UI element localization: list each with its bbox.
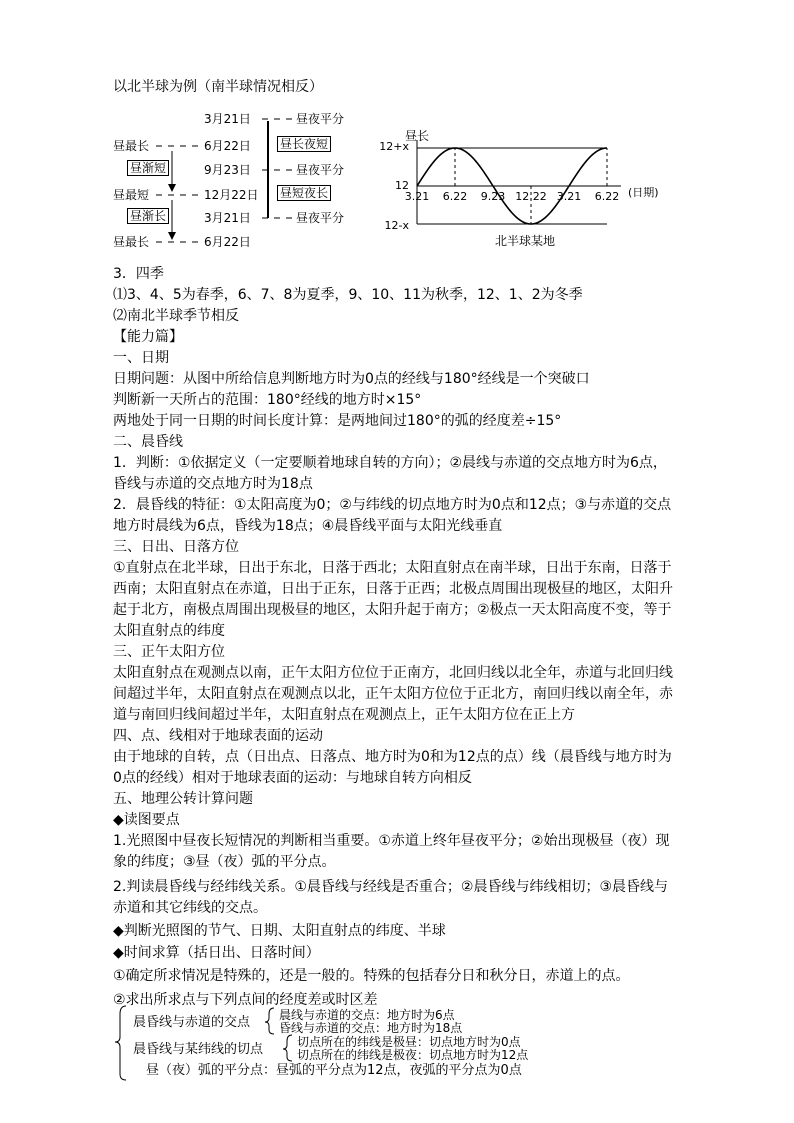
text-line: 太阳直射点在观测点以南，正午太阳方位位于正南方，北回归线以北全年，赤道与北回归线 — [113, 665, 673, 681]
text-line: 间超过半年，太阳直射点在观测点以北，正午太阳方位位于正北方，南回归线以南全年，赤 — [113, 686, 673, 702]
y-tick-label: 12-x — [384, 219, 409, 232]
latitude-item: 切点所在的纬线是极夜：切点地方时为12点 — [297, 1048, 529, 1062]
equator-item: 晨线与赤道的交点：地方时为6点 — [279, 1008, 455, 1022]
row-date: 3月21日 — [204, 211, 251, 225]
text-line: 西南；太阳直射点在赤道，日出于正东，日落于正西；北极点周围出现极昼的地区，太阳升 — [113, 581, 673, 597]
right-brace-icon — [265, 1008, 274, 1034]
text-line: 日期问题：从图中所给信息判断地方时为0点的经线与180°经线是一个突破口 — [113, 371, 590, 387]
equator-intersection-label: 晨昏线与赤道的交点 — [133, 1015, 251, 1030]
text-line: 地方时晨线为6点，昏线为18点；④晨昏线平面与太阳光线垂直 — [113, 518, 503, 534]
row-date: 6月22日 — [204, 235, 251, 249]
section-heading: 四、点、线相对于地球表面的运动 — [113, 728, 323, 744]
section-heading: 三、日出、日落方位 — [113, 539, 239, 555]
row-date: 3月21日 — [204, 112, 251, 126]
section-heading: 五、地理公转计算问题 — [113, 791, 253, 807]
box-long-day-short-night: 昼长夜短 — [277, 136, 331, 152]
text-line: 0点的经线）相对于地球表面的运动：与地球自转方向相反 — [113, 770, 472, 786]
row-label-shortest: 昼最短 — [113, 188, 150, 202]
latitude-tangent-label: 晨昏线与某纬线的切点 — [133, 1042, 264, 1057]
text-line: 象的纬度；③昼（夜）弧的平分点。 — [113, 854, 336, 870]
row-date: 9月23日 — [204, 163, 251, 177]
row-event: 昼夜平分 — [296, 211, 345, 225]
box-day-shortening: 昼渐短 — [127, 160, 169, 176]
row-event: 昼夜平分 — [296, 163, 345, 177]
section-heading: 三、正午太阳方位 — [113, 644, 225, 660]
box-day-lengthening: 昼渐长 — [127, 208, 169, 224]
chart-caption: 北半球某地 — [494, 234, 556, 248]
text-line: 赤道和其它纬线的交点。 — [113, 900, 267, 916]
brace-lines — [110, 1004, 310, 1084]
x-tick-label: 3.21 — [404, 190, 430, 203]
bullet-heading: ◆判断光照图的节气、日期、太阳直射点的纬度、半球 — [113, 923, 446, 939]
text-line: 1.光照图中昼夜长短情况的判断相当重要。①赤道上终年昼夜平分；②始出现极昼（夜）现 — [113, 833, 670, 849]
row-date: 12月22日 — [204, 188, 259, 202]
text-line: 1．判断：①依据定义（一定要顺着地球自转的方向）；②晨线与赤道的交点地方时为6点， — [113, 455, 667, 471]
chart-x-labels — [405, 190, 620, 203]
right-brace-icon — [283, 1035, 292, 1061]
left-brace-icon — [115, 1006, 126, 1080]
text-line: 判断新一天所占的范围：180°经线的地方时×15° — [113, 392, 422, 408]
bullet-heading: ◆读图要点 — [113, 812, 180, 828]
text-line: 昏线与赤道的交点地方时为18点 — [113, 476, 313, 492]
text-line: 由于地球的自转，点（日出点、日落点、地方时为0和为12点的点）线（晨昏线与地方时为 — [113, 749, 672, 765]
season-diagram-lines — [0, 0, 400, 260]
latitude-item: 切点所在的纬线是极昼：切点地方时为0点 — [297, 1035, 521, 1049]
text-line: 2．晨昏线的特征：①太阳高度为0；②与纬线的切点地方时为0点和12点；③与赤道的交点 — [113, 497, 672, 513]
arc-midpoint-line: 昼（夜）弧的平分点：昼弧的平分点为12点，夜弧的平分点为0点 — [146, 1063, 522, 1078]
arrow-head-icon — [168, 232, 176, 240]
chart-xlabel: (日期) — [628, 186, 659, 199]
text-line: 两地处于同一日期的时间长度计算：是两地间过180°的弧的经度差÷15° — [113, 413, 562, 429]
text-line: ①直射点在北半球，日出于东北，日落于西北；太阳直射点在南半球，日出于东南，日落于 — [113, 560, 672, 576]
section-heading: 一、日期 — [113, 350, 169, 366]
x-tick-label: 9.23 — [480, 190, 506, 203]
x-tick-label: 6.22 — [594, 190, 620, 203]
text-line: ⑵南北半球季节相反 — [113, 308, 239, 324]
day-length-chart — [375, 118, 675, 258]
row-date: 6月22日 — [204, 139, 251, 153]
intro-text: 以北半球为例（南半球情况相反） — [113, 79, 323, 95]
text-line: 2.判读晨昏线与经纬线关系。①晨昏线与经线是否重合；②晨昏线与纬线相切；③晨昏线与 — [113, 879, 669, 895]
y-tick-label: 12 — [395, 179, 409, 192]
x-tick-label: 6.22 — [442, 190, 468, 203]
text-line: ②求出所求点与下列点间的经度差或时区差 — [113, 992, 378, 1008]
bullet-heading: ◆时间求算（括日出、日落时间） — [113, 945, 320, 961]
text-line: 道与南回归线间超过半年，太阳直射点在观测点上，正午太阳方位在正上方 — [113, 707, 575, 723]
box-short-day-long-night: 昼短夜长 — [277, 185, 331, 201]
row-label-longest-2: 昼最长 — [113, 235, 150, 249]
text-line: ①确定所求情况是特殊的，还是一般的。特殊的包括春分日和秋分日，赤道上的点。 — [113, 968, 630, 984]
chart-ylabel: 昼长 — [405, 129, 430, 143]
section-heading: 【能力篇】 — [113, 329, 183, 345]
arrow-head-icon — [168, 184, 176, 192]
x-tick-label: 12.22 — [515, 190, 547, 203]
row-label-longest: 昼最长 — [113, 139, 150, 153]
text-line: 起于北方，南极点周围出现极昼的地区，太阳升起于南方；②极点一天太阳高度不变，等于 — [113, 602, 672, 618]
text-line: ⑴3、4、5为春季，6、7、8为夏季，9、10、11为秋季，12、1、2为冬季 — [113, 287, 583, 303]
x-tick-label: 3.21 — [556, 190, 582, 203]
chart-axes — [417, 140, 621, 224]
text-line: 太阳直射点的纬度 — [113, 623, 225, 639]
section-heading: 3．四季 — [113, 266, 164, 282]
y-tick-label: 12+x — [379, 140, 409, 153]
section-heading: 二、晨昏线 — [113, 434, 183, 450]
row-event: 昼夜平分 — [296, 112, 345, 126]
equator-item: 昏线与赤道的交点：地方时为18点 — [279, 1021, 463, 1035]
